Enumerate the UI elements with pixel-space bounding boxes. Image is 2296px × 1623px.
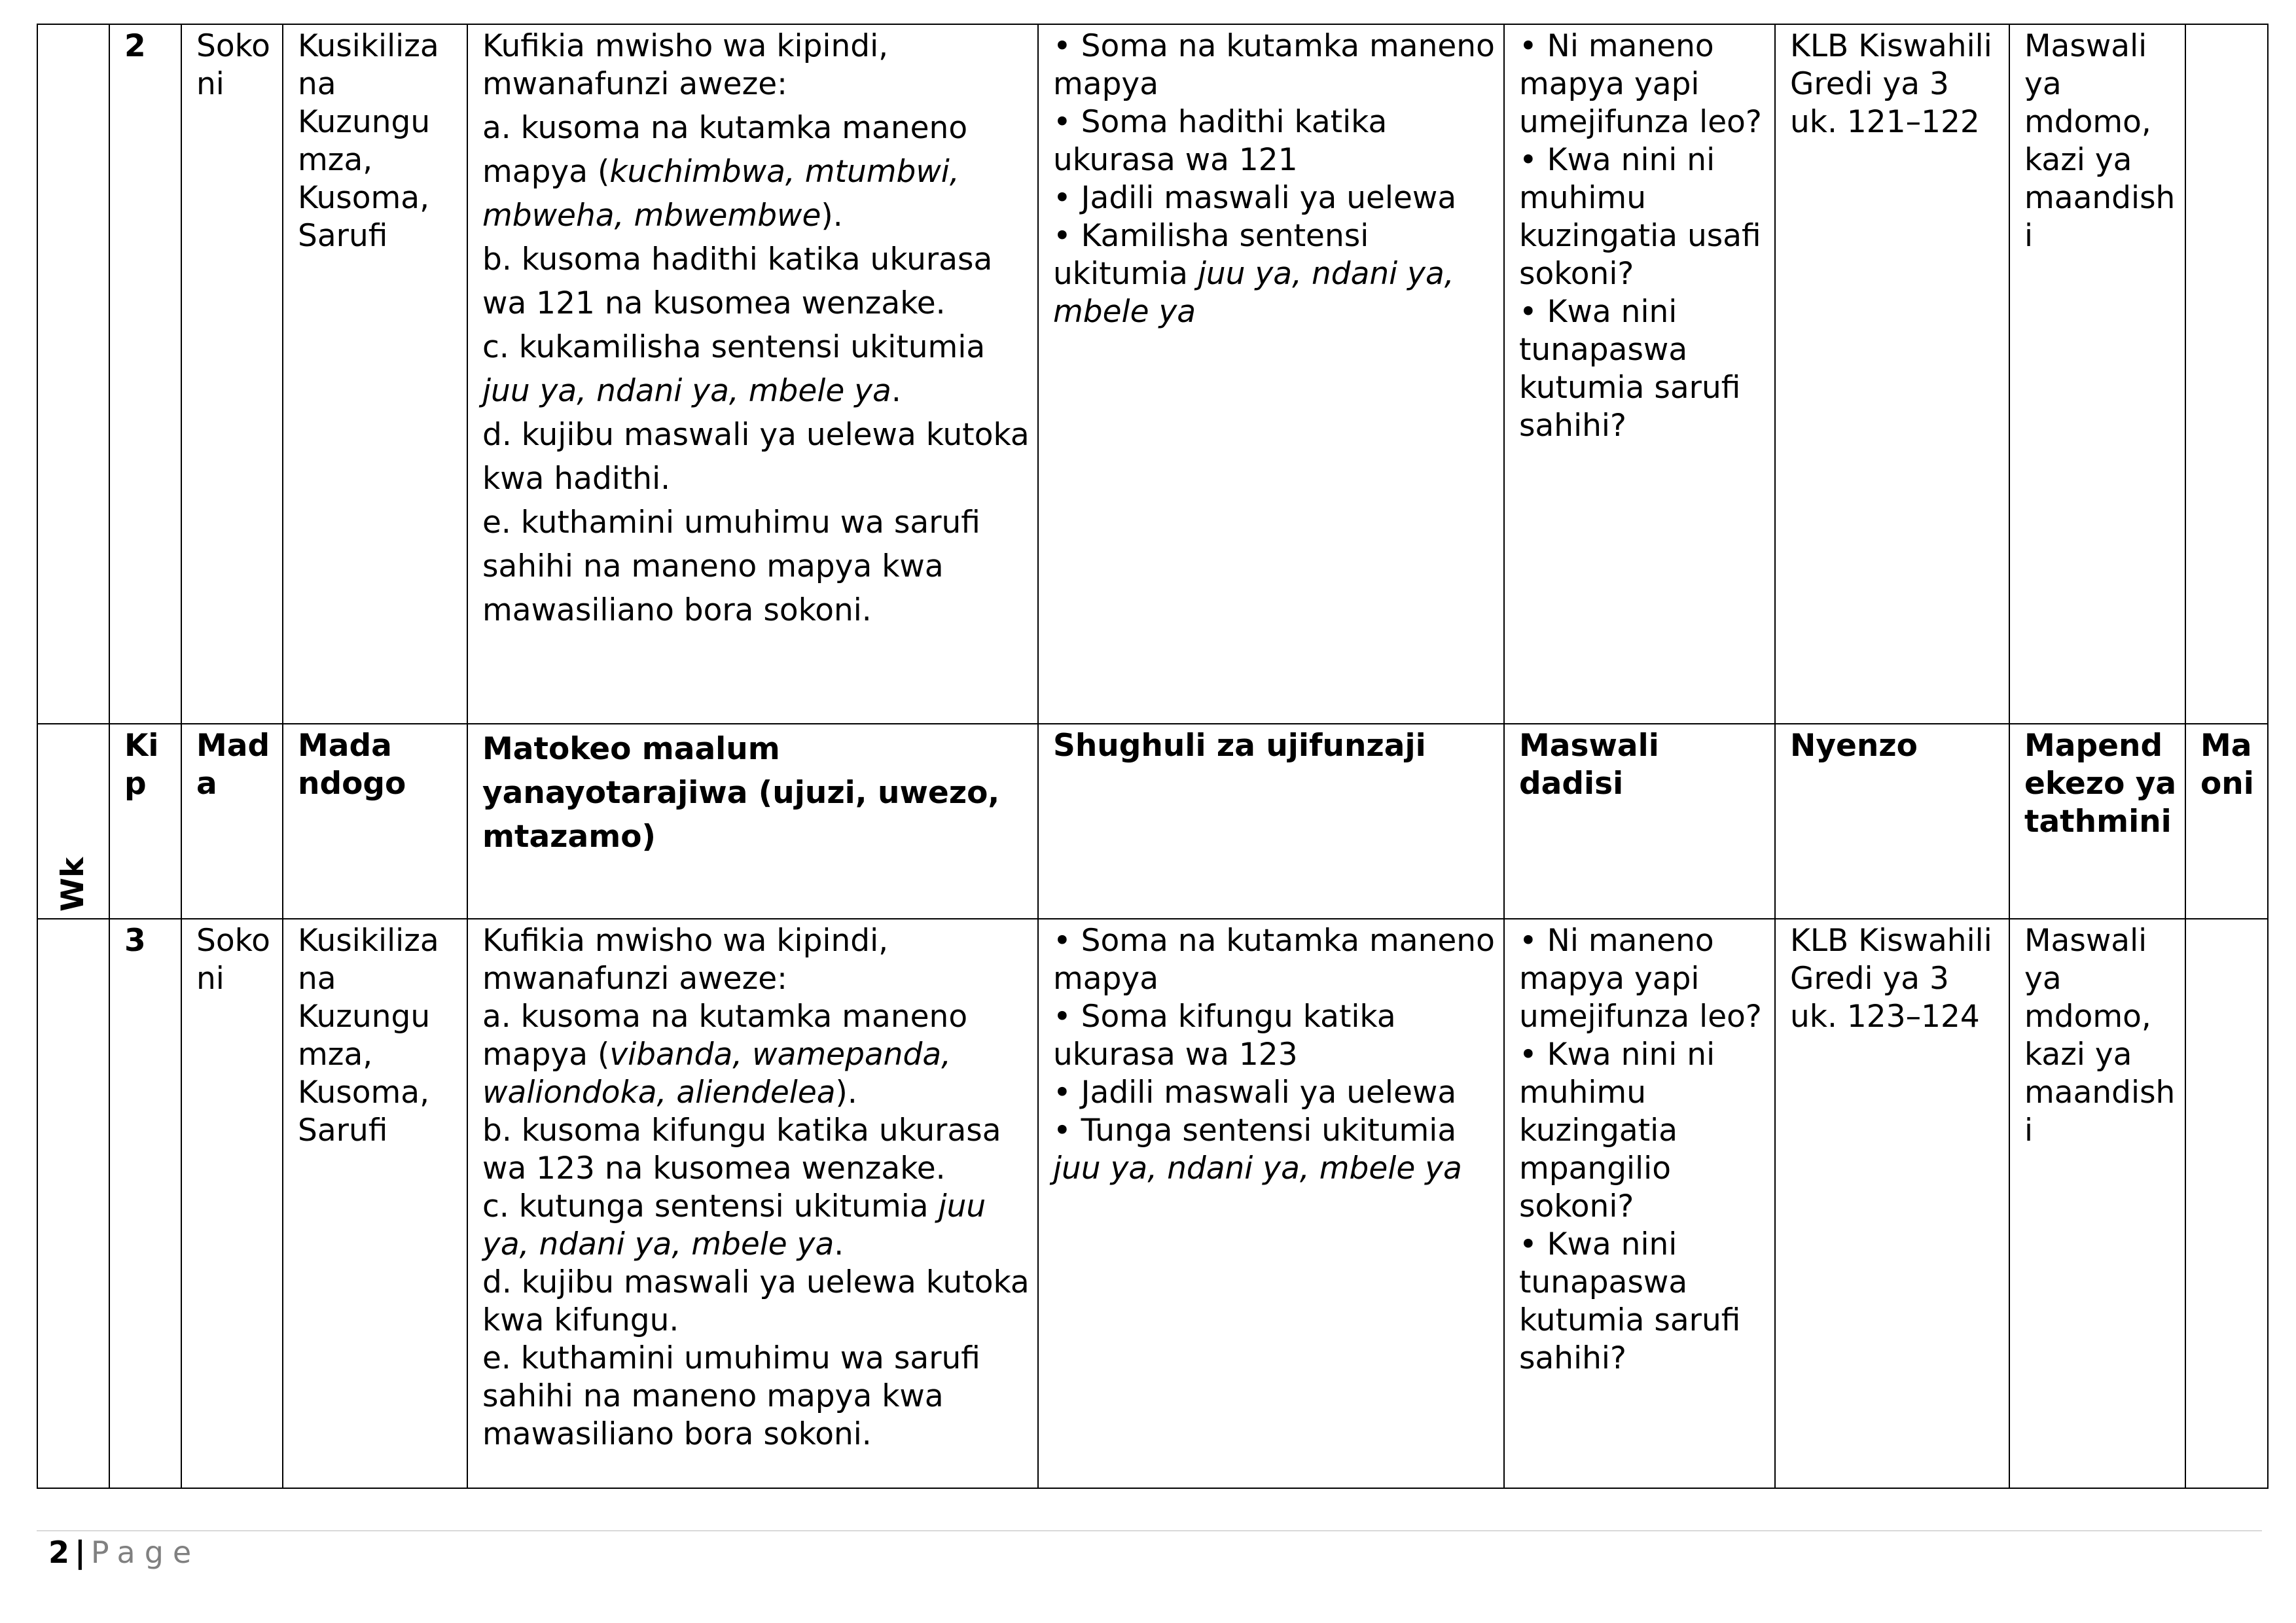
objective-c: c. kukamilisha sentensi ukitumia juu ya, ndani ya, mbele ya. xyxy=(482,329,986,409)
remarks-cell xyxy=(2185,24,2268,724)
activity-item: • Jadili maswali ya uelewa xyxy=(1053,1074,1496,1112)
assessment-cell: Maswali ya mdomo, kazi ya maandishi xyxy=(2009,24,2185,724)
scheme-of-work-table xyxy=(37,24,2269,1489)
prepositions: juu ya, ndani ya, mbele ya xyxy=(482,373,891,409)
kip-cell xyxy=(109,919,181,1488)
kip-number: 3 xyxy=(124,923,146,959)
header-shughuli: Shughuli za ujifunzaji xyxy=(1038,724,1504,919)
question-item: • Kwa nini tunapaswa kutumia sarufi sahihi? xyxy=(1519,1226,1767,1378)
kip-cell xyxy=(109,24,181,724)
objectives-intro: Kufikia mwisho wa kipindi, mwanafunzi aweze: xyxy=(482,28,889,102)
table-header-row xyxy=(37,724,2268,919)
header-kip: Kip xyxy=(109,724,181,919)
activity-item: • Soma kifungu katika ukurasa wa 123 xyxy=(1053,998,1496,1074)
new-words: kuchimbwa, mtumbwi, mbweha, mbwembwe xyxy=(482,154,960,234)
header-mada: Mada xyxy=(181,724,283,919)
mada-cell: Sokoni xyxy=(181,24,283,724)
inquiry-questions-cell xyxy=(1504,919,1775,1488)
question-item: • Kwa nini ni muhimu kuzingatia mpangilio sokoni? xyxy=(1519,1036,1767,1226)
question-item: • Kwa nini tunapaswa kutumia sarufi sahihi? xyxy=(1519,293,1767,445)
header-nyenzo: Nyenzo xyxy=(1775,724,2009,919)
activity-item: • Jadili maswali ya uelewa xyxy=(1053,179,1496,217)
objective-d: d. kujibu maswali ya uelewa kutoka kwa hadithi. xyxy=(482,417,1030,497)
activity-item: • Soma hadithi katika ukurasa wa 121 xyxy=(1053,103,1496,179)
objective-e: e. kuthamini umuhimu wa sarufi sahihi na maneno mapya kwa mawasiliano bora sokoni. xyxy=(482,505,980,628)
objective-a: a. kusoma na kutamka maneno mapya (vibanda, wamepanda, waliondoka, aliendelea). xyxy=(482,999,968,1111)
mada-ndogo-cell: Kusikiliza na Kuzungumza, Kusoma, Sarufi xyxy=(283,24,467,724)
header-maoni: Maoni xyxy=(2185,724,2268,919)
activity-item: • Tunga sentensi ukitumia juu ya, ndani ya, mbele ya xyxy=(1053,1112,1496,1188)
question-item: • Ni maneno mapya yapi umejifunza leo? xyxy=(1519,922,1767,1036)
objectives-cell xyxy=(467,919,1038,1488)
objective-b: b. kusoma hadithi katika ukurasa wa 121 na kusomea wenzake. xyxy=(482,241,993,321)
objective-b: b. kusoma kifungu katika ukurasa wa 123 na kusomea wenzake. xyxy=(482,1113,1001,1186)
wk-cell xyxy=(37,919,109,1488)
new-words: vibanda, wamepanda, waliondoka, aliendelea xyxy=(482,1037,952,1111)
page-label: Page xyxy=(90,1535,201,1570)
header-wk-label: Wk xyxy=(55,857,91,912)
mada-cell: Sokoni xyxy=(181,919,283,1488)
activity-item: • Soma na kutamka maneno mapya xyxy=(1053,27,1496,103)
objective-d: d. kujibu maswali ya uelewa kutoka kwa kifungu. xyxy=(482,1264,1030,1338)
header-wk xyxy=(37,724,109,919)
prepositions: juu ya, ndani ya, mbele ya xyxy=(482,1188,986,1262)
remarks-cell xyxy=(2185,919,2268,1488)
objectives-intro: Kufikia mwisho wa kipindi, mwanafunzi aweze: xyxy=(482,923,889,997)
page-number: 2 xyxy=(48,1535,70,1570)
header-matokeo: Matokeo maalum yanayotarajiwa (ujuzi, uwezo, mtazamo) xyxy=(467,724,1038,919)
table-row xyxy=(37,919,2268,1488)
scheme-of-work-page xyxy=(37,24,2269,1489)
kip-number: 2 xyxy=(124,28,146,64)
activities-cell xyxy=(1038,24,1504,724)
objective-e: e. kuthamini umuhimu wa sarufi sahihi na maneno mapya kwa mawasiliano bora sokoni. xyxy=(482,1340,980,1452)
objective-a: a. kusoma na kutamka maneno mapya (kuchimbwa, mtumbwi, mbweha, mbwembwe). xyxy=(482,110,968,234)
page-footer xyxy=(48,1533,200,1572)
header-maswali: Maswali dadisi xyxy=(1504,724,1775,919)
question-item: • Kwa nini ni muhimu kuzingatia usafi sokoni? xyxy=(1519,141,1767,293)
objective-c: c. kutunga sentensi ukitumia juu ya, ndani ya, mbele ya. xyxy=(482,1188,986,1262)
activity-item: • Kamilisha sentensi ukitumia juu ya, ndani ya, mbele ya xyxy=(1053,217,1496,331)
mada-ndogo-cell: Kusikiliza na Kuzungumza, Kusoma, Sarufi xyxy=(283,919,467,1488)
inquiry-questions-cell xyxy=(1504,24,1775,724)
footer-separator: | xyxy=(75,1535,86,1570)
activities-cell xyxy=(1038,919,1504,1488)
objectives-cell xyxy=(467,24,1038,724)
question-item: • Ni maneno mapya yapi umejifunza leo? xyxy=(1519,27,1767,141)
table-row xyxy=(37,24,2268,724)
activity-item: • Soma na kutamka maneno mapya xyxy=(1053,922,1496,998)
footer-divider xyxy=(37,1530,2262,1531)
assessment-cell: Maswali ya mdomo, kazi ya maandishi xyxy=(2009,919,2185,1488)
header-mapendekezo: Mapendekezo ya tathmini xyxy=(2009,724,2185,919)
header-mada-ndogo: Mada ndogo xyxy=(283,724,467,919)
resources-cell: KLB Kiswahili Gredi ya 3 uk. 121–122 xyxy=(1775,24,2009,724)
wk-cell xyxy=(37,24,109,724)
resources-cell: KLB Kiswahili Gredi ya 3 uk. 123–124 xyxy=(1775,919,2009,1488)
